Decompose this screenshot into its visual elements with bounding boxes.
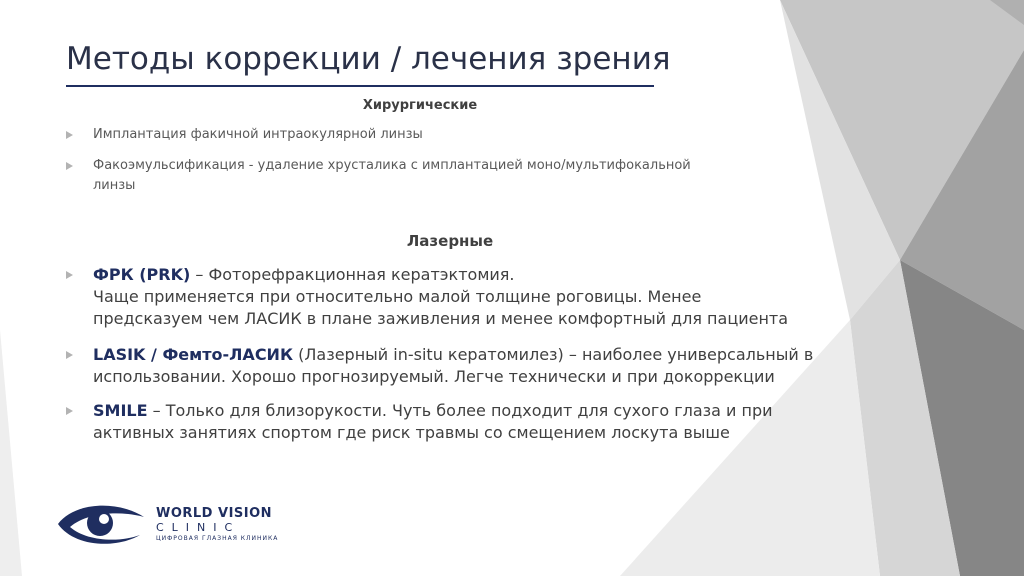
method-term: LASIK / Фемто-ЛАСИК xyxy=(93,345,294,364)
list-item xyxy=(93,156,773,196)
method-description: (Лазерный in-situ кератомилез) – наиболее универсальный в xyxy=(293,345,814,364)
list-item-text: активных занятиях спортом где риск травмы со смещением лоскута выше xyxy=(93,423,730,442)
list-item-text: предсказуем чем ЛАСИК в плане заживления и менее комфортный для пациента xyxy=(93,309,789,328)
triangle-bullet-icon xyxy=(66,351,73,359)
list-item-text: использовании. Хорошо прогнозируемый. Легче технически и при докоррекции xyxy=(93,367,775,386)
list-item-first-line xyxy=(93,344,883,366)
triangle-bullet-icon xyxy=(66,407,73,415)
method-term: ФРК (PRK) xyxy=(93,265,191,284)
list-item xyxy=(93,400,883,444)
section-heading-surgical: Хирургические xyxy=(362,98,478,113)
method-description: – Фоторефракционная кератэктомия. xyxy=(190,265,515,284)
method-term: SMILE xyxy=(93,401,148,420)
logo-tagline: ЦИФРОВАЯ ГЛАЗНАЯ КЛИНИКА xyxy=(156,535,279,542)
list-item-text: Чаще применяется при относительно малой толщине роговицы. Менее xyxy=(93,287,702,306)
list-item xyxy=(93,264,883,330)
method-description: – Только для близорукости. Чуть более подходит для сухого глаза и при xyxy=(147,401,773,420)
logo-name: WORLD VISION xyxy=(156,506,273,521)
list-item-first-line xyxy=(93,400,883,422)
section-heading-laser: Лазерные xyxy=(406,232,494,250)
triangle-bullet-icon xyxy=(66,162,73,170)
eye-logo-icon xyxy=(56,497,146,551)
title-underline xyxy=(66,85,654,87)
logo-clinic: CLINIC xyxy=(156,521,241,534)
list-item xyxy=(93,344,883,388)
list-item-text: Имплантация факичной интраокулярной линзы xyxy=(93,127,423,142)
clinic-logo xyxy=(56,497,286,559)
page-title: Методы коррекции / лечения зрения xyxy=(66,41,671,77)
list-item-first-line xyxy=(93,264,883,286)
list-item-text: линзы xyxy=(93,178,136,193)
triangle-bullet-icon xyxy=(66,271,73,279)
triangle-bullet-icon xyxy=(66,131,73,139)
logo-wordmark xyxy=(156,507,278,543)
list-item-text: Факоэмульсификация - удаление хрусталика с имплантацией моно/мультифокальной xyxy=(93,158,691,173)
list-item xyxy=(93,125,773,145)
